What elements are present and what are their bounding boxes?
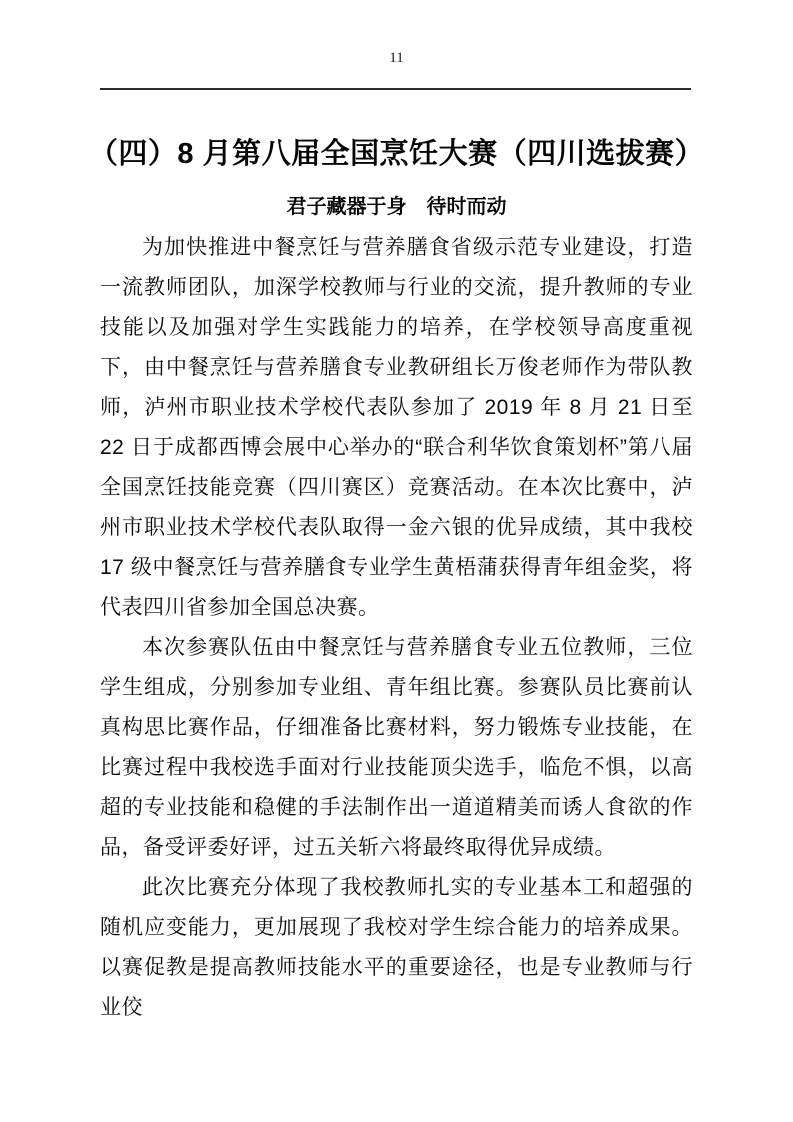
page-number: 11 — [389, 50, 404, 66]
document-subtitle: 君子藏器于身 待时而动 — [286, 196, 507, 218]
document-body — [100, 228, 693, 1028]
paragraph: 为加快推进中餐烹饪与营养膳食省级示范专业建设，打造一流教师团队，加深学校教师与行业的交流，提升教师的专业技能以及加强对学生实践能力的培养，在学校领导高度重视下，由中餐烹饪与营养膳食专业教研组长万俊老师作为带队教师，泸州市职业技术学校代表队参加了 2019 年 8 月 21 日至 22 日于成都西博会展中心举办的“联合利华饮食策划杯”第八届全国烹饪技能竞赛（四川赛区）竞赛活动。在本次比赛中，泸州市职业技术学校代表队取得一金六银的优异成绩，其中我校 17 级中餐烹饪与营养膳食专业学生黄梧蒲获得青年组金奖，将代表四川省参加全国总决赛。 — [100, 236, 693, 619]
paragraph: 此次比赛充分体现了我校教师扎实的专业基本工和超强的随机应变能力，更加展现了我校对学生综合能力的培养成果。以赛促教是提高教师技能水平的重要途径，也是专业教师与行业佼 — [100, 876, 693, 1019]
document-title: （四）8 月第八届全国烹饪大赛（四川选拔赛） — [88, 138, 705, 171]
paragraph: 本次参赛队伍由中餐烹饪与营养膳食专业五位教师，三位学生组成，分别参加专业组、青年组比赛。参赛队员比赛前认真构思比赛作品，仔细准备比赛材料，努力锻炼专业技能，在比赛过程中我校选手面对行业技能顶尖选手，临危不惧，以高超的专业技能和稳健的手法制作出一道道精美而诱人食欲的作品，备受评委好评，过五关斩六将最终取得优异成绩。 — [100, 636, 693, 859]
header-rule-divider — [100, 88, 691, 90]
